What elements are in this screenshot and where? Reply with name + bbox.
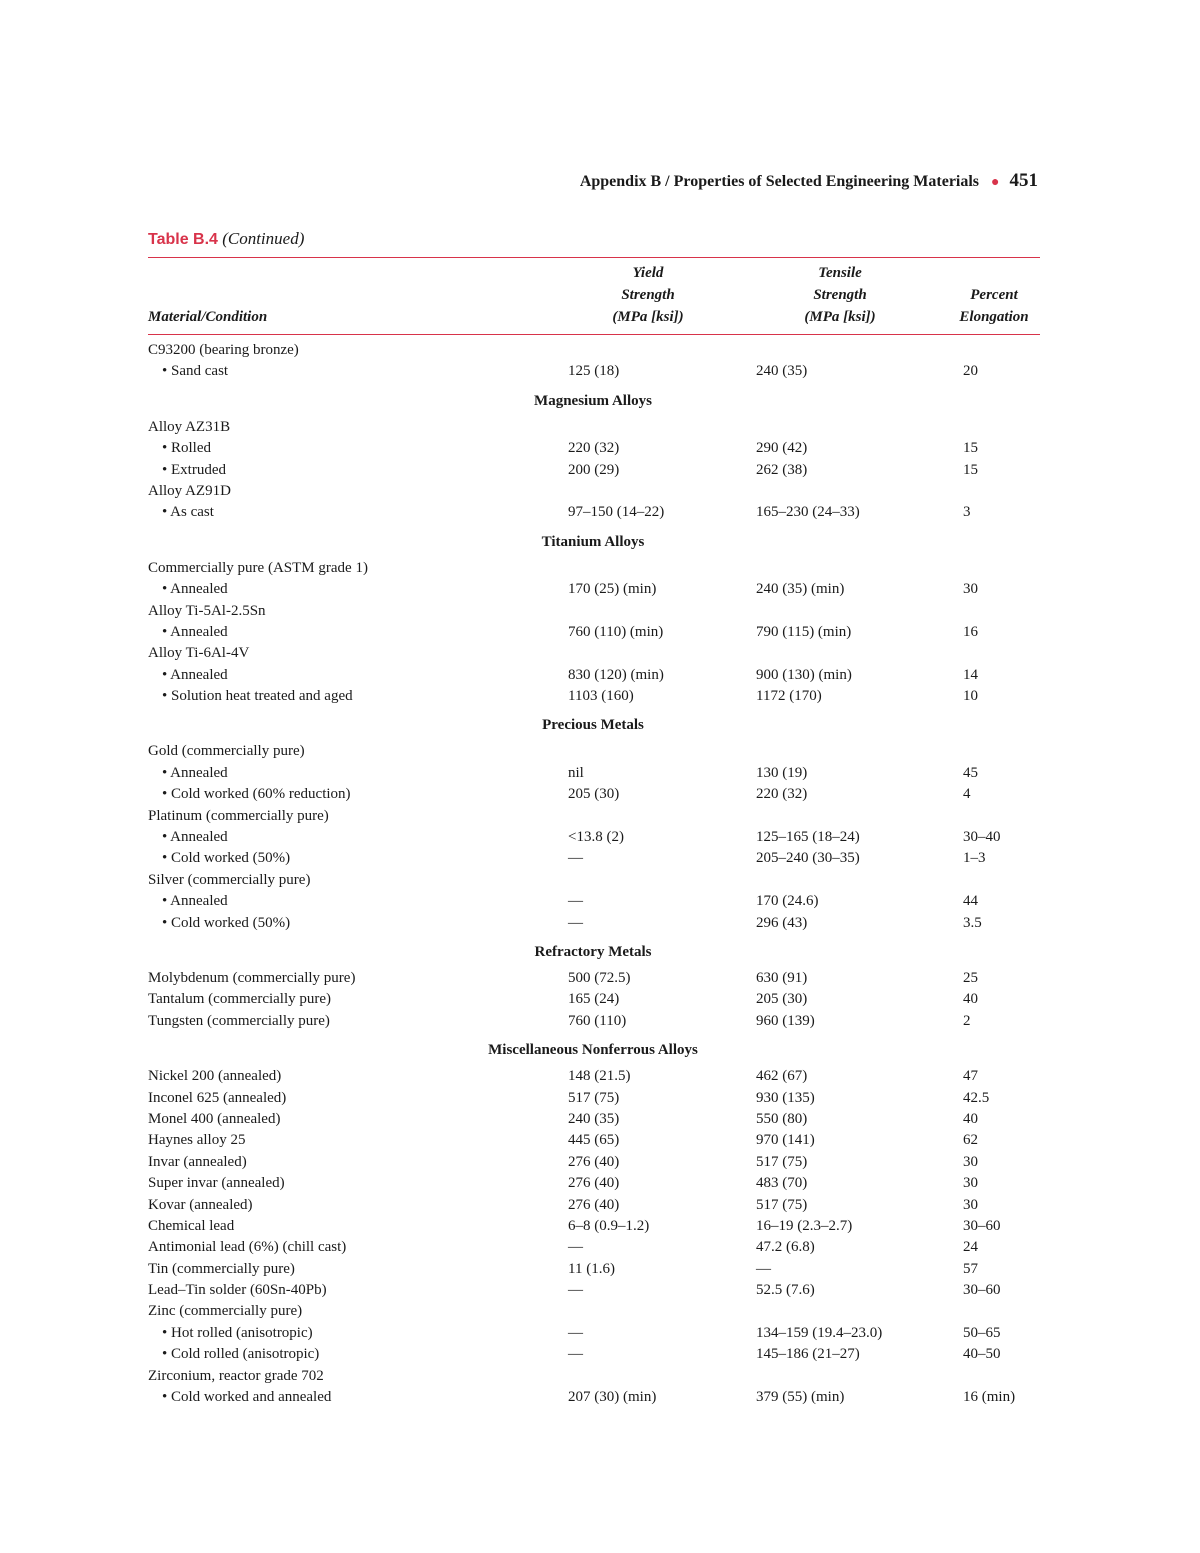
table-row [0, 1237, 1200, 1258]
material-cell: Silver (commercially pure) [148, 871, 311, 888]
material-cell: Lead–Tin solder (60Sn-40Pb) [148, 1282, 327, 1299]
table-row [0, 1323, 1200, 1344]
tensile-strength-cell: 262 (38) [756, 461, 808, 478]
table-row [0, 361, 1200, 382]
elongation-cell: 30 [963, 581, 978, 598]
table-header-rule [148, 334, 1040, 335]
elongation-cell: 15 [963, 440, 978, 457]
elongation-cell: 30–60 [963, 1217, 1001, 1234]
yield-strength-cell: 200 (29) [568, 461, 620, 478]
elongation-cell: 42.5 [963, 1089, 990, 1106]
tensile-strength-cell: 52.5 (7.6) [756, 1282, 815, 1299]
material-cell: • Cold rolled (anisotropic) [162, 1346, 320, 1363]
material-cell: • Solution heat treated and aged [162, 688, 353, 705]
tensile-strength-cell: 240 (35) (min) [756, 581, 845, 598]
table-row [0, 1152, 1200, 1173]
running-head [580, 170, 1038, 192]
table-row [0, 481, 1200, 502]
material-cell: • Annealed [162, 829, 228, 846]
table-row [0, 1344, 1200, 1365]
tensile-strength-cell: 205–240 (30–35) [756, 850, 860, 867]
table-row [0, 1195, 1200, 1216]
table-row [0, 848, 1200, 869]
table-row [0, 870, 1200, 891]
material-cell: • Extruded [162, 461, 226, 478]
tensile-strength-cell: 379 (55) (min) [756, 1389, 845, 1406]
material-cell: C93200 (bearing bronze) [148, 342, 299, 358]
elongation-cell: 16 [963, 623, 978, 640]
material-cell: Super invar (annealed) [148, 1175, 285, 1192]
elongation-cell: 1–3 [963, 850, 986, 867]
yield-strength-cell: 125 (18) [568, 363, 620, 380]
yield-strength-cell: 240 (35) [568, 1110, 620, 1127]
material-cell: Gold (commercially pure) [148, 743, 305, 760]
elongation-cell: 47 [963, 1068, 978, 1085]
yield-strength-cell: 517 (75) [568, 1089, 620, 1106]
material-cell: • Cold worked and annealed [162, 1389, 332, 1406]
material-cell: Chemical lead [148, 1217, 235, 1234]
table-row [0, 827, 1200, 848]
table-row [0, 1387, 1200, 1408]
material-cell: Tungsten (commercially pure) [148, 1012, 330, 1029]
table-row [0, 502, 1200, 523]
material-cell: Tantalum (commercially pure) [148, 991, 332, 1008]
tensile-strength-cell: 134–159 (19.4–23.0) [756, 1324, 883, 1341]
yield-strength-cell: — [568, 914, 583, 931]
material-cell: Haynes alloy 25 [148, 1132, 246, 1149]
tensile-strength-cell: 970 (141) [756, 1132, 815, 1149]
material-cell: Molybdenum (commercially pure) [148, 969, 356, 986]
yield-strength-cell: 148 (21.5) [568, 1068, 631, 1085]
section-heading [0, 1032, 1200, 1066]
table-row [0, 741, 1200, 762]
table-row [0, 913, 1200, 934]
tensile-strength-cell: 16–19 (2.3–2.7) [756, 1217, 853, 1234]
tensile-strength-cell: 960 (139) [756, 1012, 815, 1029]
table-row [0, 643, 1200, 664]
elongation-cell: 50–65 [963, 1324, 1001, 1341]
material-cell: Platinum (commercially pure) [148, 807, 329, 824]
table-row [0, 622, 1200, 643]
elongation-cell: 30 [963, 1153, 978, 1170]
table-row [0, 806, 1200, 827]
tensile-strength-cell: 47.2 (6.8) [756, 1239, 815, 1256]
material-cell: • Cold worked (50%) [162, 914, 291, 931]
material-cell: • Rolled [162, 440, 211, 457]
material-cell: Invar (annealed) [148, 1153, 247, 1170]
page-number: 451 [1009, 170, 1038, 191]
yield-strength-cell: 830 (120) (min) [568, 666, 664, 683]
material-cell: Kovar (annealed) [148, 1196, 253, 1213]
material-cell: Zinc (commercially pure) [148, 1303, 303, 1320]
yield-strength-cell: — [568, 1282, 583, 1299]
col-header-elongation-line2: Elongation [959, 309, 1029, 325]
yield-strength-cell: <13.8 (2) [568, 829, 624, 846]
yield-strength-cell: 11 (1.6) [568, 1260, 615, 1277]
tensile-strength-cell: 900 (130) (min) [756, 666, 852, 683]
material-cell: • Annealed [162, 666, 228, 683]
yield-strength-cell: 500 (72.5) [568, 969, 631, 986]
material-cell: • Cold worked (50%) [162, 850, 291, 867]
material-cell: Monel 400 (annealed) [148, 1110, 281, 1127]
tensile-strength-cell: 630 (91) [756, 969, 808, 986]
table-row [0, 784, 1200, 805]
table-label: Table B.4 [148, 231, 218, 248]
table-row [0, 1130, 1200, 1151]
running-head-title: Appendix B / Properties of Selected Engineering Materials [579, 173, 980, 190]
yield-strength-cell: 1103 (160) [568, 688, 634, 705]
material-cell: Alloy Ti-6Al-4V [148, 645, 250, 662]
yield-strength-cell: — [568, 1324, 583, 1341]
material-cell: • Sand cast [162, 363, 229, 380]
yield-strength-cell: 276 (40) [568, 1196, 620, 1213]
tensile-strength-cell: 165–230 (24–33) [756, 504, 860, 521]
table-row [0, 1216, 1200, 1237]
col-header-tensile-line1: Tensile [818, 265, 862, 281]
material-cell: Commercially pure (ASTM grade 1) [148, 559, 368, 576]
section-heading [0, 707, 1200, 741]
yield-strength-cell: — [568, 1239, 583, 1256]
tensile-strength-cell: 130 (19) [756, 764, 808, 781]
material-cell: • Cold worked (60% reduction) [162, 786, 351, 803]
tensile-strength-cell: 296 (43) [756, 914, 808, 931]
tensile-strength-cell: 205 (30) [756, 991, 808, 1008]
bullet-icon: ● [991, 175, 1000, 190]
yield-strength-cell: 6–8 (0.9–1.2) [568, 1217, 650, 1234]
yield-strength-cell: 170 (25) (min) [568, 581, 657, 598]
tensile-strength-cell: — [756, 1260, 771, 1277]
table-row [0, 340, 1200, 361]
yield-strength-cell: — [568, 893, 583, 910]
tensile-strength-cell: 790 (115) (min) [756, 623, 852, 640]
material-cell: • Annealed [162, 581, 228, 598]
yield-strength-cell: 276 (40) [568, 1175, 620, 1192]
section-heading-label: Refractory Metals [534, 943, 652, 960]
table-row [0, 1280, 1200, 1301]
tensile-strength-cell: 930 (135) [756, 1089, 815, 1106]
tensile-strength-cell: 1172 (170) [756, 688, 822, 705]
elongation-cell: 16 (min) [963, 1389, 1016, 1406]
yield-strength-cell: — [568, 1346, 583, 1363]
elongation-cell: 44 [963, 893, 978, 910]
yield-strength-cell: 165 (24) [568, 991, 620, 1008]
col-header-tensile [770, 262, 910, 328]
elongation-cell: 30 [963, 1196, 978, 1213]
table-row [0, 1173, 1200, 1194]
tensile-strength-cell: 240 (35) [756, 363, 808, 380]
elongation-cell: 40–50 [963, 1346, 1001, 1363]
elongation-cell: 30 [963, 1175, 978, 1192]
table-row [0, 417, 1200, 438]
yield-strength-cell: — [568, 850, 583, 867]
material-cell: • Annealed [162, 623, 228, 640]
tensile-strength-cell: 517 (75) [756, 1153, 808, 1170]
elongation-cell: 4 [963, 786, 971, 803]
elongation-cell: 57 [963, 1260, 978, 1277]
elongation-cell: 62 [963, 1132, 978, 1149]
section-heading [0, 934, 1200, 968]
yield-strength-cell: 445 (65) [568, 1132, 620, 1149]
material-cell: Zirconium, reactor grade 702 [148, 1367, 324, 1384]
col-header-material: Material/Condition [148, 309, 268, 325]
col-header-yield [578, 262, 718, 328]
elongation-cell: 40 [963, 1110, 978, 1127]
yield-strength-cell: 205 (30) [568, 786, 620, 803]
col-header-tensile-line3: (MPa [ksi]) [804, 309, 876, 325]
elongation-cell: 2 [963, 1012, 971, 1029]
tensile-strength-cell: 170 (24.6) [756, 893, 819, 910]
table-row [0, 601, 1200, 622]
table-row [0, 1088, 1200, 1109]
yield-strength-cell: nil [568, 764, 584, 781]
material-cell: • Annealed [162, 893, 228, 910]
elongation-cell: 3 [963, 504, 971, 521]
col-header-yield-line1: Yield [632, 265, 664, 281]
section-heading-label: Miscellaneous Nonferrous Alloys [488, 1042, 698, 1059]
table-body [0, 340, 1200, 1408]
table-row [0, 763, 1200, 784]
elongation-cell: 45 [963, 764, 978, 781]
table-row [0, 579, 1200, 600]
table-row [0, 1366, 1200, 1387]
yield-strength-cell: 276 (40) [568, 1153, 620, 1170]
table-title [148, 229, 304, 249]
tensile-strength-cell: 220 (32) [756, 786, 808, 803]
table-row [0, 1011, 1200, 1032]
tensile-strength-cell: 290 (42) [756, 440, 808, 457]
table-row [0, 1066, 1200, 1087]
material-cell: Antimonial lead (6%) (chill cast) [148, 1239, 347, 1256]
table-row [0, 460, 1200, 481]
table-row [0, 1259, 1200, 1280]
table-row [0, 891, 1200, 912]
yield-strength-cell: 97–150 (14–22) [568, 504, 665, 521]
material-cell: • Hot rolled (anisotropic) [162, 1324, 313, 1341]
section-heading-label: Precious Metals [542, 717, 644, 734]
material-cell: Tin (commercially pure) [148, 1260, 295, 1277]
table-row [0, 1301, 1200, 1322]
tensile-strength-cell: 517 (75) [756, 1196, 808, 1213]
table-row [0, 438, 1200, 459]
yield-strength-cell: 207 (30) (min) [568, 1389, 657, 1406]
section-heading [0, 524, 1200, 558]
elongation-cell: 10 [963, 688, 978, 705]
elongation-cell: 14 [963, 666, 978, 683]
elongation-cell: 30–40 [963, 829, 1001, 846]
tensile-strength-cell: 125–165 (18–24) [756, 829, 860, 846]
elongation-cell: 40 [963, 991, 978, 1008]
tensile-strength-cell: 462 (67) [756, 1068, 808, 1085]
table-row [0, 968, 1200, 989]
col-header-yield-line3: (MPa [ksi]) [612, 309, 684, 325]
elongation-cell: 24 [963, 1239, 978, 1256]
elongation-cell: 3.5 [963, 914, 982, 931]
table-top-rule [148, 257, 1040, 258]
yield-strength-cell: 220 (32) [568, 440, 620, 457]
table-row [0, 989, 1200, 1010]
col-header-tensile-line2: Strength [813, 287, 867, 303]
col-header-elongation-line1: Percent [970, 287, 1018, 303]
material-cell: Inconel 625 (annealed) [148, 1089, 287, 1106]
section-heading-label: Titanium Alloys [541, 533, 645, 550]
yield-strength-cell: 760 (110) [568, 1012, 627, 1029]
table-continued: (Continued) [222, 229, 305, 248]
material-cell: Alloy AZ31B [148, 418, 231, 435]
tensile-strength-cell: 145–186 (21–27) [756, 1346, 860, 1363]
elongation-cell: 25 [963, 969, 978, 986]
material-cell: • Annealed [162, 764, 228, 781]
material-cell: • As cast [162, 504, 214, 521]
material-cell: Nickel 200 (annealed) [148, 1068, 282, 1085]
yield-strength-cell: 760 (110) (min) [568, 623, 664, 640]
elongation-cell: 20 [963, 363, 978, 380]
tensile-strength-cell: 550 (80) [756, 1110, 808, 1127]
table-row [0, 1109, 1200, 1130]
col-header-yield-line2: Strength [621, 287, 675, 303]
material-cell: Alloy AZ91D [148, 482, 231, 499]
section-heading-label: Magnesium Alloys [534, 392, 652, 409]
table-row [0, 686, 1200, 707]
col-header-elongation [944, 284, 1044, 328]
material-cell: Alloy Ti-5Al-2.5Sn [148, 602, 266, 619]
elongation-cell: 30–60 [963, 1282, 1001, 1299]
table-row [0, 665, 1200, 686]
section-heading [0, 383, 1200, 417]
tensile-strength-cell: 483 (70) [756, 1175, 808, 1192]
elongation-cell: 15 [963, 461, 978, 478]
table-row [0, 558, 1200, 579]
